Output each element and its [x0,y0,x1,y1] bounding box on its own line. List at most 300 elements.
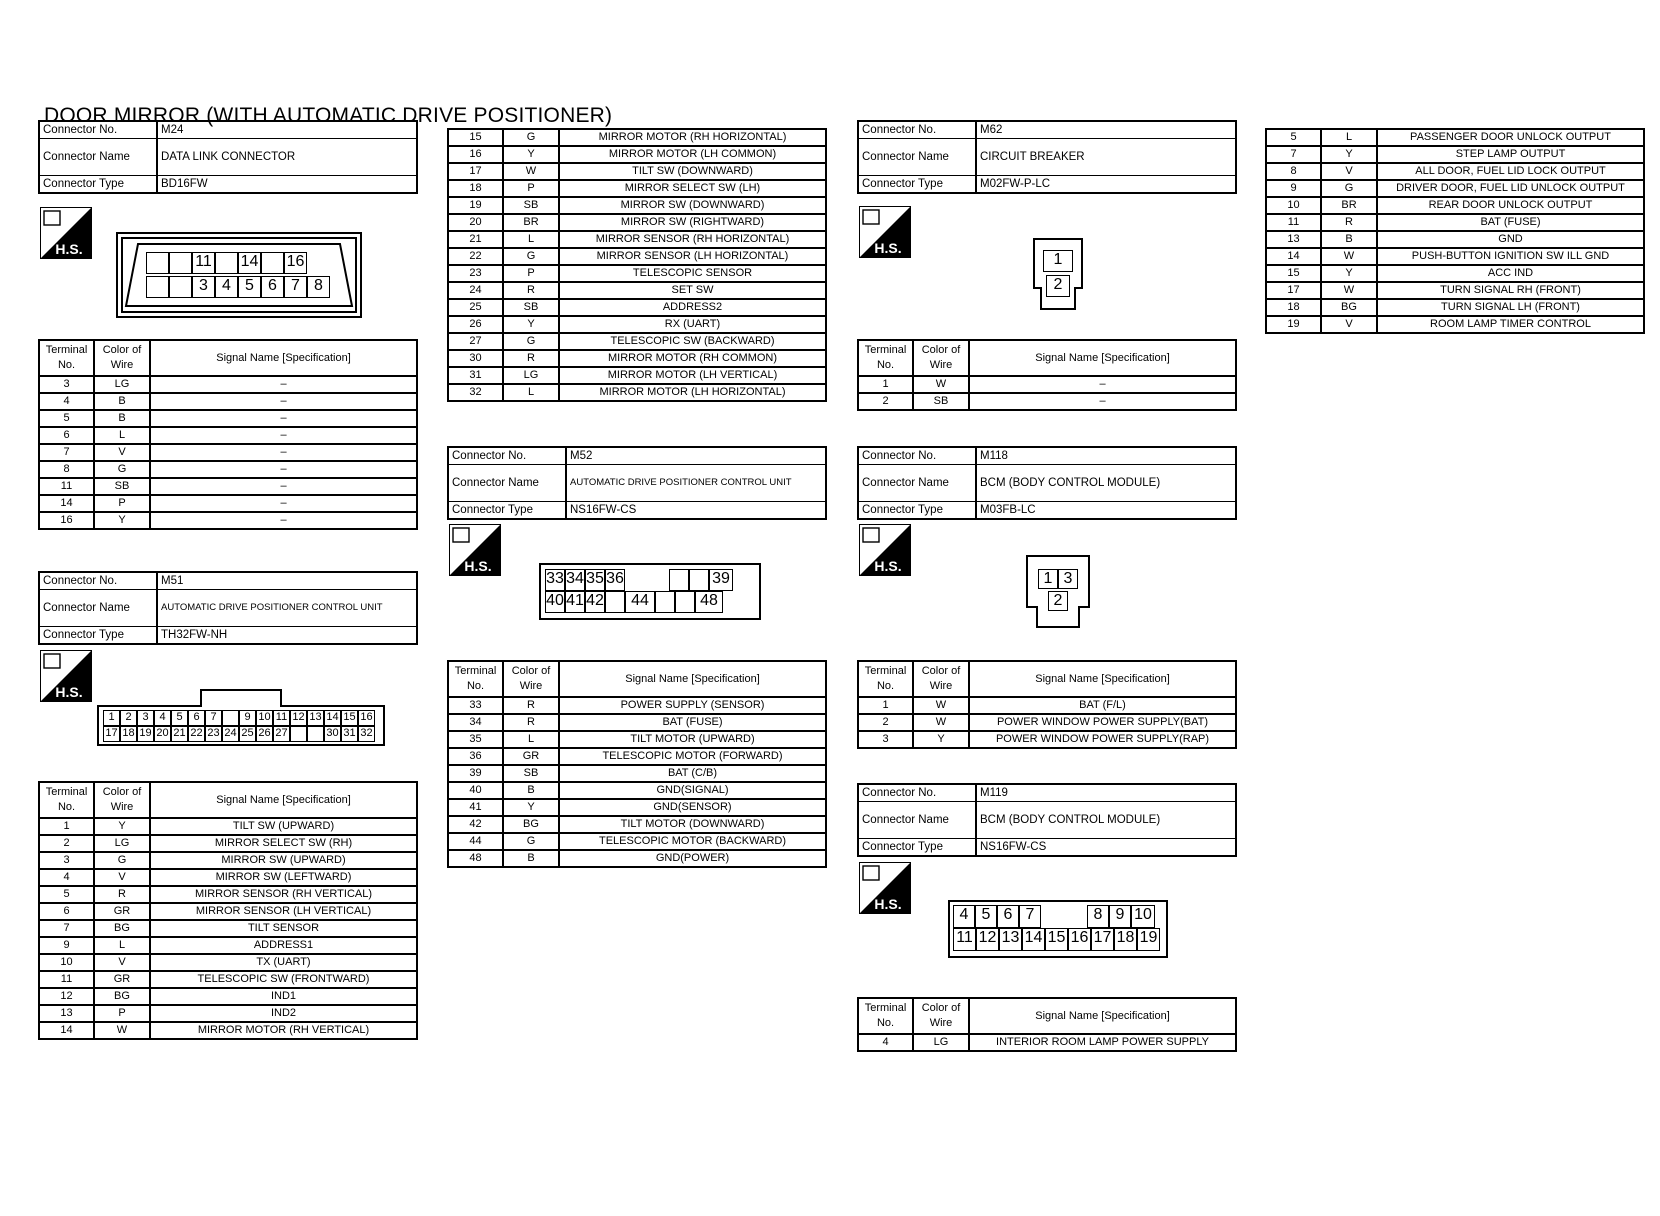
signal-name-cell: GND(POWER) [559,850,826,867]
connector-pin: 6 [997,905,1019,928]
m119-signal-table [857,997,1237,1052]
connector-pin: 26 [256,726,273,742]
connector-name-value: BCM (BODY CONTROL MODULE) [976,465,1236,502]
signal-name-cell: TILT MOTOR (DOWNWARD) [559,816,826,833]
terminal-no-cell: 7 [39,444,94,461]
table-row [1266,197,1644,214]
table-row [39,461,417,478]
connector-type-label: Connector Type [858,502,976,520]
terminal-no-cell: 2 [858,393,913,410]
connector-pin: 27 [273,726,290,742]
table-row [858,393,1236,410]
signal-name-cell: MIRROR SENSOR (LH HORIZONTAL) [559,248,826,265]
table-row [448,146,826,163]
table-row [39,903,417,920]
wire-color-cell: Y [94,512,150,529]
wire-color-cell: B [503,850,559,867]
table-row [448,231,826,248]
signal-name-cell: MIRROR MOTOR (RH VERTICAL) [150,1022,417,1039]
table-row [448,833,826,850]
connector-pin: 20 [154,726,171,742]
connector-pin: 34 [565,569,585,591]
wire-color-cell: Y [1321,146,1377,163]
connector-no-value: M52 [566,447,826,465]
m24-info-table [38,120,418,194]
terminal-no-cell: 10 [1266,197,1321,214]
connector-pin: 5 [238,276,261,298]
connector-pin [146,252,169,274]
signal-name-cell: TX (UART) [150,954,417,971]
connector-pin: 9 [1109,905,1131,928]
connector-name-value: AUTOMATIC DRIVE POSITIONER CONTROL UNIT [157,590,417,627]
terminal-no-cell: 30 [448,350,503,367]
wire-color-cell: R [503,350,559,367]
connector-pin: 24 [222,726,239,742]
wire-color-cell: BG [503,816,559,833]
terminal-no-cell: 16 [448,146,503,163]
connector-type-value: M02FW-P-LC [976,176,1236,194]
m62-signal-table [857,339,1237,411]
connector-outline [1033,238,1083,310]
table-row [1266,180,1644,197]
connector-type-value: NS16FW-CS [566,502,826,520]
signal-name-cell: POWER WINDOW POWER SUPPLY(RAP) [969,731,1236,748]
table-row [39,376,417,393]
table-row [448,248,826,265]
terminal-no-cell: 33 [448,697,503,714]
signal-name-cell: POWER SUPPLY (SENSOR) [559,697,826,714]
wire-color-cell: BG [94,988,150,1005]
terminal-no-cell: 15 [448,129,503,146]
connector-pin: 12 [976,928,999,951]
signal-name-cell: MIRROR MOTOR (RH COMMON) [559,350,826,367]
table-header [39,340,417,376]
table-row [448,129,826,146]
terminal-no-cell: 7 [39,920,94,937]
wire-color-cell: BG [94,920,150,937]
terminal-no-cell: 1 [39,818,94,835]
terminal-no-cell: 10 [39,954,94,971]
connector-pin: 17 [1091,928,1114,951]
connector-pin: 2 [1046,275,1070,297]
connector-pin [146,276,169,298]
signal-name-cell: ALL DOOR, FUEL LID LOCK OUTPUT [1377,163,1644,180]
table-row [39,1005,417,1022]
signal-name-cell: – [150,461,417,478]
table-header [39,782,417,818]
wire-color-cell: BG [1321,299,1377,316]
color-of-wire-header: Color of Wire [913,998,969,1034]
signal-name-cell: MIRROR MOTOR (LH COMMON) [559,146,826,163]
terminal-no-header: Terminal No. [39,782,94,818]
wire-color-cell: LG [94,376,150,393]
connector-pin: 48 [695,591,723,613]
hs-icon [859,524,911,576]
connector-type-value: BD16FW [157,176,417,194]
wire-color-cell: SB [503,765,559,782]
terminal-no-cell: 8 [39,461,94,478]
table-row [448,731,826,748]
wire-color-cell: W [913,376,969,393]
terminal-no-header: Terminal No. [39,340,94,376]
table-row [858,697,1236,714]
wire-color-cell: L [503,731,559,748]
terminal-no-cell: 42 [448,816,503,833]
table-row [448,299,826,316]
wire-color-cell: P [503,265,559,282]
wire-color-cell: V [1321,316,1377,333]
connector-pin: 10 [1131,905,1155,928]
connector-pin [689,569,709,591]
connector-pin [261,252,284,274]
table-header [858,661,1236,697]
signal-name-cell: MIRROR MOTOR (RH HORIZONTAL) [559,129,826,146]
wire-color-cell: G [503,333,559,350]
terminal-no-cell: 34 [448,714,503,731]
connector-pin: 2 [120,710,137,726]
wire-color-cell: GR [94,971,150,988]
terminal-no-cell: 5 [39,886,94,903]
signal-name-cell: TELESCOPIC MOTOR (FORWARD) [559,748,826,765]
signal-name-header: Signal Name [Specification] [150,340,417,376]
connector-pin: 17 [103,726,120,742]
connector-type-label: Connector Type [39,627,157,645]
terminal-no-cell: 15 [1266,265,1321,282]
terminal-no-cell: 7 [1266,146,1321,163]
wire-color-cell: L [94,937,150,954]
color-of-wire-header: Color of Wire [913,661,969,697]
table-row [1266,282,1644,299]
connector-pin: 11 [192,252,215,274]
m52-info-table [447,446,827,520]
table-row [1266,248,1644,265]
connector-pin [169,276,192,298]
signal-name-cell: GND(SENSOR) [559,799,826,816]
terminal-no-cell: 4 [858,1034,913,1051]
connector-pin: 3 [1058,569,1078,589]
wire-color-cell: Y [503,799,559,816]
terminal-no-header: Terminal No. [858,340,913,376]
signal-name-cell: TILT SENSOR [150,920,417,937]
table-row [39,818,417,835]
hs-label: H.S. [464,558,492,574]
table-row [1266,231,1644,248]
wire-color-cell: LG [94,835,150,852]
signal-name-header: Signal Name [Specification] [969,661,1236,697]
wire-color-cell: SB [503,197,559,214]
table-row [39,937,417,954]
signal-name-cell: REAR DOOR UNLOCK OUTPUT [1377,197,1644,214]
terminal-no-cell: 9 [39,937,94,954]
wire-color-cell: LG [913,1034,969,1051]
terminal-no-cell: 48 [448,850,503,867]
connector-no-label: Connector No. [39,121,157,139]
wire-color-cell: W [913,697,969,714]
connector-pin: 31 [341,726,358,742]
hs-label: H.S. [874,896,902,912]
table-row [39,478,417,495]
table-row [1266,163,1644,180]
connector-pin [675,591,695,613]
connector-name-value: BCM (BODY CONTROL MODULE) [976,802,1236,839]
terminal-no-cell: 24 [448,282,503,299]
wire-color-cell: B [94,393,150,410]
connector-pin: 5 [975,905,997,928]
wire-color-cell: BR [1321,197,1377,214]
wire-color-cell: V [1321,163,1377,180]
table-row [448,180,826,197]
signal-name-cell: DRIVER DOOR, FUEL LID UNLOCK OUTPUT [1377,180,1644,197]
connector-pin: 39 [709,569,733,591]
signal-name-cell: BAT (F/L) [969,697,1236,714]
terminal-no-cell: 9 [1266,180,1321,197]
connector-pin: 41 [565,591,585,613]
connector-pin: 33 [545,569,565,591]
table-row [39,988,417,1005]
table-row [448,748,826,765]
wire-color-cell: W [1321,248,1377,265]
wire-color-cell: R [503,282,559,299]
table-row [39,512,417,529]
table-row [39,920,417,937]
signal-name-cell: TELESCOPIC SENSOR [559,265,826,282]
color-of-wire-header: Color of Wire [94,782,150,818]
table-header [858,340,1236,376]
connector-no-label: Connector No. [39,572,157,590]
connector-pin: 44 [625,591,655,613]
table-row [858,1034,1236,1051]
signal-name-cell: – [150,512,417,529]
wire-color-cell: Y [913,731,969,748]
connector-type-label: Connector Type [448,502,566,520]
connector-pin: 30 [324,726,341,742]
wire-color-cell: SB [913,393,969,410]
table-row [39,444,417,461]
terminal-no-cell: 25 [448,299,503,316]
terminal-no-cell: 44 [448,833,503,850]
signal-name-header: Signal Name [Specification] [150,782,417,818]
table-row [448,282,826,299]
terminal-no-cell: 6 [39,427,94,444]
wire-color-cell: R [94,886,150,903]
terminal-no-cell: 16 [39,512,94,529]
connector-pin: 4 [215,276,238,298]
wire-color-cell: R [503,697,559,714]
connector-pin: 40 [545,591,565,613]
table-row [39,410,417,427]
hs-label: H.S. [874,558,902,574]
wire-color-cell: W [1321,282,1377,299]
signal-name-cell: RX (UART) [559,316,826,333]
connector-pin: 6 [261,276,284,298]
connector-name-label: Connector Name [39,139,157,176]
connector-pin [169,252,192,274]
connector-no-value: M24 [157,121,417,139]
table-row [448,782,826,799]
terminal-no-cell: 21 [448,231,503,248]
m118-connector-face [1026,555,1090,628]
signal-name-cell: MIRROR SW (UPWARD) [150,852,417,869]
connector-pin: 35 [585,569,605,591]
signal-name-header: Signal Name [Specification] [969,340,1236,376]
signal-name-cell: TILT MOTOR (UPWARD) [559,731,826,748]
terminal-no-cell: 12 [39,988,94,1005]
wire-color-cell: L [94,427,150,444]
connector-name-value: DATA LINK CONNECTOR [157,139,417,176]
table-row [39,1022,417,1039]
signal-name-cell: – [150,410,417,427]
terminal-no-cell: 18 [1266,299,1321,316]
wire-color-cell: W [503,163,559,180]
connector-pin: 5 [171,710,188,726]
table-row [39,869,417,886]
connector-type-value: NS16FW-CS [976,839,1236,857]
table-row [448,799,826,816]
terminal-no-cell: 8 [1266,163,1321,180]
signal-name-cell: TELESCOPIC SW (FRONTWARD) [150,971,417,988]
signal-name-cell: – [969,393,1236,410]
table-row [448,350,826,367]
signal-name-cell: MIRROR SENSOR (RH VERTICAL) [150,886,417,903]
connector-pin [669,569,689,591]
terminal-no-cell: 4 [39,869,94,886]
signal-name-cell: INTERIOR ROOM LAMP POWER SUPPLY [969,1034,1236,1051]
connector-pin: 2 [1048,591,1068,611]
terminal-no-cell: 14 [39,1022,94,1039]
signal-name-cell: MIRROR SW (LEFTWARD) [150,869,417,886]
terminal-no-cell: 5 [1266,129,1321,146]
terminal-no-cell: 6 [39,903,94,920]
terminal-no-cell: 14 [1266,248,1321,265]
signal-name-cell: BAT (FUSE) [1377,214,1644,231]
wire-color-cell: G [503,248,559,265]
terminal-no-cell: 13 [39,1005,94,1022]
connector-pin: 32 [358,726,375,742]
signal-name-cell: ROOM LAMP TIMER CONTROL [1377,316,1644,333]
terminal-no-cell: 1 [858,376,913,393]
connector-pin: 8 [307,276,330,298]
connector-pin: 14 [1022,928,1045,951]
connector-pin [222,710,239,726]
connector-pin: 9 [239,710,256,726]
hs-label: H.S. [55,684,83,700]
wire-color-cell: SB [503,299,559,316]
wire-color-cell: W [913,714,969,731]
m24-connector-face [116,232,362,318]
terminal-no-cell: 3 [858,731,913,748]
signal-name-cell: BAT (C/B) [559,765,826,782]
connector-pin: 18 [1114,928,1137,951]
signal-name-cell: TURN SIGNAL LH (FRONT) [1377,299,1644,316]
connector-pin: 10 [256,710,273,726]
signal-name-cell: MIRROR SENSOR (LH VERTICAL) [150,903,417,920]
connector-pin: 13 [999,928,1022,951]
terminal-no-cell: 4 [39,393,94,410]
signal-name-cell: MIRROR MOTOR (LH VERTICAL) [559,367,826,384]
connector-pin: 15 [341,710,358,726]
m51-connector-face [97,686,385,746]
connector-pin [215,252,238,274]
table-row [39,393,417,410]
table-row [1266,265,1644,282]
connector-pin: 15 [1045,928,1068,951]
hs-label: H.S. [55,241,83,257]
signal-name-cell: PASSENGER DOOR UNLOCK OUTPUT [1377,129,1644,146]
table-row [39,971,417,988]
wire-color-cell: Y [503,316,559,333]
m62-connector-face [1033,238,1083,310]
connector-pin [625,569,669,591]
terminal-no-header: Terminal No. [858,998,913,1034]
wire-color-cell: B [503,782,559,799]
terminal-no-cell: 31 [448,367,503,384]
connector-pin: 7 [1019,905,1041,928]
m51-info-table [38,571,418,645]
signal-name-cell: – [969,376,1236,393]
signal-name-cell: MIRROR SW (DOWNWARD) [559,197,826,214]
connector-pin: 7 [284,276,307,298]
wire-color-cell: G [503,129,559,146]
terminal-no-cell: 14 [39,495,94,512]
table-row [858,731,1236,748]
terminal-no-cell: 2 [858,714,913,731]
table-row [448,367,826,384]
terminal-no-cell: 1 [858,697,913,714]
connector-pin: 23 [205,726,222,742]
signal-name-cell: – [150,376,417,393]
table-row [1266,299,1644,316]
terminal-no-cell: 23 [448,265,503,282]
connector-type-label: Connector Type [39,176,157,194]
wire-color-cell: G [503,833,559,850]
signal-name-cell: POWER WINDOW POWER SUPPLY(BAT) [969,714,1236,731]
connector-name-label: Connector Name [858,465,976,502]
signal-name-cell: IND1 [150,988,417,1005]
signal-name-cell: TURN SIGNAL RH (FRONT) [1377,282,1644,299]
color-of-wire-header: Color of Wire [503,661,559,697]
m51-signal-table-continued [447,128,827,402]
terminal-no-cell: 11 [39,478,94,495]
signal-name-cell: TELESCOPIC SW (BACKWARD) [559,333,826,350]
connector-no-label: Connector No. [858,121,976,139]
wire-color-cell: Y [503,146,559,163]
signal-name-cell: MIRROR SW (RIGHTWARD) [559,214,826,231]
signal-name-header: Signal Name [Specification] [559,661,826,697]
connector-pin: 42 [585,591,605,613]
m51-signal-table [38,781,418,1040]
connector-pin: 21 [171,726,188,742]
wire-color-cell: Y [1321,265,1377,282]
signal-name-cell: TELESCOPIC MOTOR (BACKWARD) [559,833,826,850]
signal-name-cell: PUSH-BUTTON IGNITION SW ILL GND [1377,248,1644,265]
table-row [448,333,826,350]
connector-pin: 16 [1068,928,1091,951]
connector-pin: 7 [205,710,222,726]
connector-pin: 11 [953,928,976,951]
table-row [448,384,826,401]
connector-pin: 25 [239,726,256,742]
connector-pin: 3 [192,276,215,298]
connector-pin: 1 [103,710,120,726]
connector-pin: 14 [238,252,261,274]
connector-name-label: Connector Name [448,465,566,502]
terminal-no-cell: 39 [448,765,503,782]
table-row [858,376,1236,393]
m119-info-table [857,783,1237,857]
connector-type-value: M03FB-LC [976,502,1236,520]
connector-name-label: Connector Name [858,139,976,176]
m52-signal-table [447,660,827,868]
